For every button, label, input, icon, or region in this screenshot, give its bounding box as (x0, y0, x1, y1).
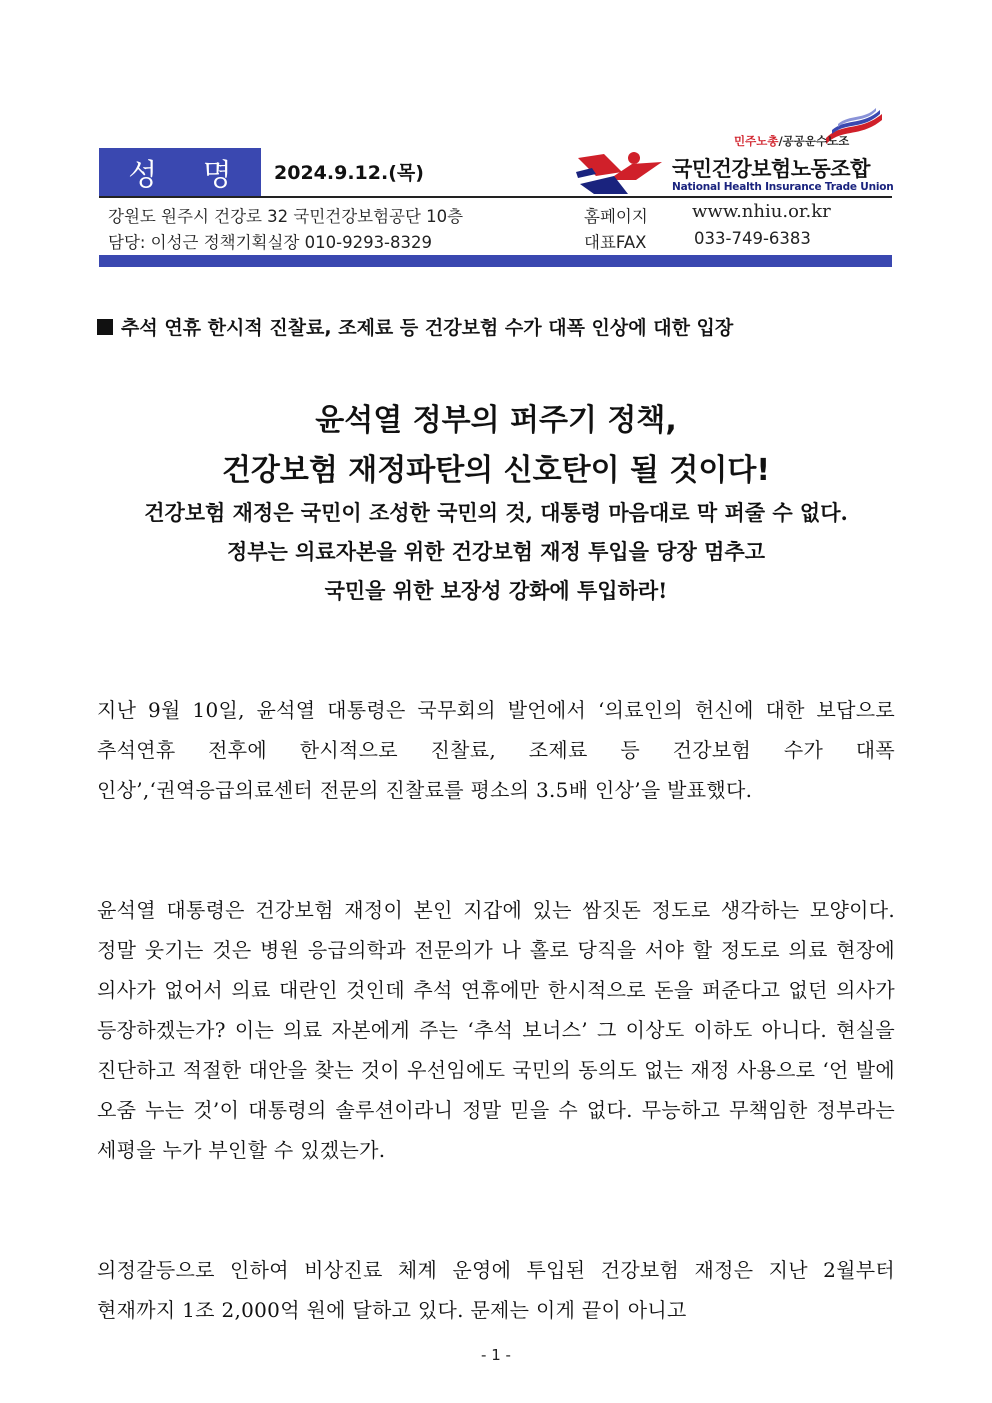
union-emblem-icon (574, 150, 666, 196)
contact-person: 담당: 이성근 정책기획실장 010-9293-8329 (108, 233, 433, 252)
page-number: - 1 - (481, 1346, 511, 1364)
address: 강원도 원주시 건강로 32 국민건강보험공단 10층 (108, 207, 464, 226)
body-paragraph-2: 윤석열 대통령은 건강보험 재정이 본인 지갑에 있는 쌈짓돈 정도로 생각하는 모양이다. 정말 웃기는 것은 병원 응급의학과 전문의가 나 홀로 당직을 서야 할 정도로 의료 현장에 의사가 없어서 의료 대란인 것인데 추석 연휴에만 한시적으로 돈을 퍼준다고 없던 의사가 등장하겠는가? 이는 의료 자본에게 주는 ‘추석 보너스’ 그 이상도 이하도 아니다. 현실을 진단하고 적절한 대안을 찾는 것이 우선임에도 국민의 동의도 없는 재정 사용으로 ‘언 발에 오줌 누는 것’이 대통령의 솔루션이라니 정말 믿을 수 없다. 무능하고 무책임한 정부라는 세평을 누가 부인할 수 있겠는가. (97, 898, 895, 1162)
homepage-label: 홈페이지 (584, 207, 648, 226)
headline-line-2: 건강보험 재정파탄의 신호탄이 될 것이다! (221, 453, 771, 488)
homepage-url[interactable]: www.nhiu.or.kr (692, 201, 831, 222)
headline-line-1: 윤석열 정부의 퍼주기 정책, (315, 403, 677, 438)
union-affiliation: 민주노총/공공운수노조 (734, 134, 850, 148)
subheadline-line-1: 건강보험 재정은 국민이 조성한 국민의 것, 대통령 마음대로 막 퍼줄 수 없다. (144, 500, 848, 525)
header-divider (99, 196, 892, 198)
release-date: 2024.9.12.(목) (274, 162, 424, 184)
subject-line: 추석 연휴 한시적 진찰료, 조제료 등 건강보험 수가 대폭 인상에 대한 입장 (97, 313, 733, 340)
subheadline-line-2: 정부는 의료자본을 위한 건강보험 재정 투입을 당장 멈추고 (226, 539, 766, 564)
body-paragraph-1: 지난 9월 10일, 윤석열 대통령은 국무회의 발언에서 ‘의료인의 헌신에 대한 보답으로 추석연휴 전후에 한시적으로 진찰료, 조제료 등 건강보험 수가 대폭 인상’,‘권역응급의료센터 전문의 진찰료를 평소의 3.5배 인상’을 발표했다. (97, 698, 895, 802)
subheadline-line-3: 국민을 위한 보장성 강화에 투입하라! (324, 578, 668, 603)
fax-label: 대표FAX (584, 233, 647, 252)
square-bullet-icon (97, 319, 113, 335)
union-name-korean: 국민건강보험노동조합 (672, 157, 870, 181)
fax-number: 033-749-6383 (694, 229, 811, 248)
union-name-english: National Health Insurance Trade Union (672, 181, 894, 193)
header-bar (99, 255, 892, 267)
statement-badge: 성 명 (99, 148, 261, 196)
body-paragraph-3: 의정갈등으로 인하여 비상진료 체계 운영에 투입된 건강보험 재정은 지난 2월부터 현재까지 1조 2,000억 원에 달하고 있다. 문제는 이게 끝이 아니고 (97, 1258, 895, 1322)
